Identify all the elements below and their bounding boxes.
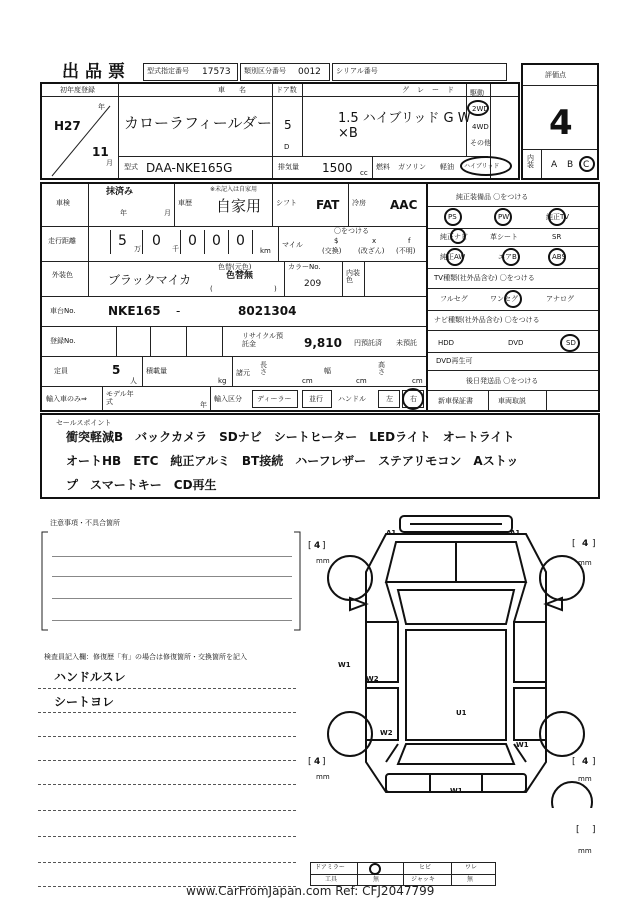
model-cert-box: [143, 63, 238, 81]
parallel-cell: [302, 390, 332, 408]
int-color-label: 内装色: [346, 269, 360, 284]
later-title: 後日発送品 〇をつける: [466, 377, 539, 385]
tread-spare-bracket-r: ]: [592, 825, 596, 835]
td-jack-value: 無: [467, 876, 474, 883]
first-reg-slash: [42, 96, 118, 180]
history-value: 自家用: [216, 197, 262, 215]
class-no-box: [240, 63, 330, 81]
tread-rr-bracket-l: [: [572, 757, 576, 767]
car-name-label: 車名: [218, 86, 260, 94]
th-door-mirror: ドアミラー: [315, 864, 345, 871]
car-damage-diagram: [300, 512, 612, 808]
kg-unit: kg: [218, 377, 227, 385]
equip-abs: ABS: [552, 253, 566, 261]
model-year-label: モデル年式: [106, 390, 134, 407]
form-title: 出品票: [62, 62, 131, 82]
model-label: 型式: [124, 163, 138, 171]
cc-unit: cc: [360, 169, 368, 177]
handle-left: 左: [386, 395, 393, 403]
interior-a: A: [551, 160, 558, 170]
tread-fr-mm: mm: [578, 559, 592, 567]
recycle-label: リサイクル預託金: [242, 332, 284, 349]
score-box: [521, 63, 599, 180]
dims-width-cm: cm: [356, 377, 367, 385]
chassis-prefix: NKE165: [108, 304, 161, 318]
mark-u1: U1: [456, 709, 467, 717]
equip-ps: PS: [448, 213, 457, 221]
person-unit: 人: [130, 377, 137, 385]
tread-rl-bracket-r: ]: [322, 757, 326, 767]
equip-leather: 革シート: [490, 233, 518, 241]
car-name: カローラフィールダー: [124, 114, 272, 132]
equip-pw-circle: [494, 208, 512, 226]
color-label: 外装色: [52, 271, 73, 279]
watermark: www.CarFromJapan.com Ref: CFJ2047799: [186, 884, 435, 898]
spare-wheel: [552, 782, 592, 808]
interior-label: 内装: [527, 154, 534, 169]
interior-c: C: [583, 160, 590, 170]
mark-a1-left: A1: [386, 529, 397, 537]
serial-box: [332, 63, 507, 81]
recycle-unit: 円預託済: [354, 339, 382, 347]
left-cell: [378, 390, 400, 408]
sales-points-label: セールスポイント: [56, 419, 112, 427]
tread-rl-bracket-l: [: [308, 757, 312, 767]
handle-right-circle: [402, 388, 424, 410]
td-tools-value: 無: [373, 876, 380, 883]
sales-point-line-1: 衝突軽減B バックカメラ SDナビ シートヒーター LEDライト オートライト: [66, 430, 515, 444]
equipment-title: 純正装備品 〇をつける: [456, 193, 529, 201]
dealer-cell: [252, 390, 298, 408]
dims-width: 幅: [324, 367, 331, 375]
first-reg-month: 11: [92, 145, 109, 159]
mark-w1-bottom: W1: [450, 787, 463, 795]
capacity-label: 定員: [54, 367, 68, 375]
tread-rl: 4: [314, 757, 321, 767]
meter-note: 〇をつける: [334, 227, 369, 235]
score-label: 評価点: [545, 71, 566, 79]
details-block: [40, 182, 600, 412]
km-unit: km: [260, 247, 271, 255]
chassis-dash: -: [176, 304, 181, 318]
doors-value: 5: [284, 118, 292, 132]
caution-bracket: [40, 528, 302, 634]
inspection-month: 月: [164, 209, 171, 217]
mark-a1-right: A1: [510, 529, 521, 537]
tread-spare-bracket-l: [: [576, 825, 580, 835]
reg-no-label: 登録No.: [50, 337, 76, 345]
handle-label: ハンドル: [338, 395, 366, 403]
equip-abs-circle: [548, 248, 566, 266]
paren-left: (: [210, 285, 213, 293]
recycle-status: 未預託: [396, 339, 417, 347]
equip-aw-circle: [446, 248, 464, 266]
bottom-table: [310, 862, 496, 886]
doors-label: ドア数: [276, 86, 297, 94]
serial-label: シリアル番号: [336, 67, 378, 75]
tv-oneseg: ワンセグ: [490, 295, 518, 303]
dims-height-cm: cm: [412, 377, 423, 385]
mark-w1-left: W1: [338, 661, 351, 669]
note-line-2: シートヨレ: [54, 695, 115, 709]
load-label: 積載量: [146, 367, 167, 375]
inspection-value: 抹済み: [106, 187, 134, 197]
doors-d: D: [284, 143, 290, 151]
caution-label: 注意事項・不具合箇所: [50, 519, 120, 527]
tread-fl: 4: [314, 541, 321, 551]
tread-rr-mm: mm: [578, 775, 592, 783]
score-value: 4: [549, 103, 573, 143]
meter-opt-2: x: [372, 237, 377, 245]
door-mirror-circle: [369, 863, 381, 875]
interior-c-circle: [579, 156, 595, 172]
nav-title: ナビ種類(社外品含む) 〇をつける: [434, 316, 540, 324]
equip-aw: 純正AW: [440, 253, 466, 261]
meter-opt-1: $: [334, 237, 339, 245]
tread-fr: 4: [582, 539, 589, 549]
color-value: ブラックマイカ: [108, 273, 192, 287]
import-type-label: 輸入区分: [214, 395, 242, 403]
tv-analog: アナログ: [546, 295, 574, 303]
mark-w1-right: W1: [516, 741, 529, 749]
car-outline: [350, 516, 562, 792]
tread-rr: 4: [582, 757, 589, 767]
handle-right: 右: [410, 395, 417, 403]
color-no-value: 209: [304, 279, 322, 289]
color-no-label: カラーNo.: [288, 263, 321, 271]
tread-spare-mm: mm: [578, 847, 592, 855]
sales-point-line-2: オートHB ETC 純正アルミ BT接続 ハーフレザー ステアリモコン Aストッ: [66, 454, 519, 468]
mark-w2-upper: W2: [366, 675, 379, 683]
equip-tv-circle: [548, 208, 566, 226]
fuel-gas: ガソリン: [398, 163, 426, 171]
th-break: ワレ: [465, 864, 478, 871]
fuel-diesel: 軽油: [440, 163, 454, 171]
later-manual: 車両取説: [498, 397, 526, 405]
shift-value: FAT: [316, 198, 340, 212]
grade-line1: 1.5 ハイブリッド G W: [338, 111, 471, 126]
class-no-label: 類別区分番号: [244, 67, 286, 75]
unreg-note: ※未記入は自家用: [210, 186, 258, 193]
drive-4wd: 4WD: [472, 123, 489, 131]
tread-rl-mm: mm: [316, 773, 330, 781]
tv-fullseg: フルセグ: [440, 295, 468, 303]
meter-opt-3: f: [408, 237, 411, 245]
equip-navi: 純正ナビ: [440, 233, 468, 241]
equip-tv: 純正TV: [546, 213, 570, 221]
class-no: 0012: [298, 67, 321, 77]
mileage-digit-5: 0: [236, 233, 245, 249]
tv-title: TV種類(社外品含む) 〇をつける: [434, 274, 535, 282]
nav-hdd: HDD: [438, 339, 455, 347]
td-jack-label: ジャッキ: [411, 876, 435, 883]
color-change-value: 色替無: [226, 271, 254, 281]
recycle-amount: 9,810: [304, 336, 342, 350]
tv-oneseg-circle: [504, 290, 522, 308]
inspection-label: 車検: [56, 199, 70, 207]
meter-label: マイル: [282, 241, 303, 249]
ac-value: AAC: [390, 198, 418, 212]
mileage-label: 走行距離: [48, 237, 76, 245]
meter-opt-1-sub: (交換): [322, 247, 342, 255]
tread-fl-mm: mm: [316, 557, 330, 565]
capacity-value: 5: [112, 363, 121, 377]
dims-length: 長さ: [260, 361, 267, 376]
nav-dvd: DVD: [508, 339, 524, 347]
paren-right: ): [274, 285, 277, 293]
th-crack: ヒビ: [419, 864, 432, 871]
drive-label: 駆動: [470, 89, 484, 97]
equip-airbag-circle: [502, 248, 520, 266]
dvd-label: DVD再生可: [436, 357, 473, 365]
model-value: DAA-NKE165G: [146, 161, 233, 175]
chassis-no: 8021304: [238, 304, 297, 318]
later-warranty: 新車保証書: [438, 397, 473, 405]
dims-height: 高さ: [378, 361, 385, 376]
tread-fl-bracket-l: [: [308, 541, 312, 551]
inspection-year: 年: [120, 209, 127, 217]
inspector-label: 検査員記入欄：修復歴「有」の場合は修復箇所・交換箇所を記入: [44, 653, 247, 661]
td-tools-label: 工具: [325, 876, 338, 883]
tread-rr-bracket-r: ]: [592, 757, 596, 767]
tread-fr-bracket-l: [: [572, 539, 576, 549]
chassis-label: 車台No.: [50, 307, 76, 315]
drive-other: その他: [470, 139, 491, 147]
shift-label: シフト: [276, 199, 297, 207]
ac-label: 冷房: [352, 199, 366, 207]
nav-sd: SD: [566, 339, 576, 347]
meter-opt-3-sub: (不明): [396, 247, 416, 255]
fuel-hybrid: ハイブリッド: [464, 163, 500, 170]
equip-navi-circle: [450, 228, 466, 244]
fuel-label: 燃料: [376, 163, 390, 171]
dims-label: 諸元: [236, 369, 250, 377]
month-suffix: 月: [106, 159, 113, 167]
equip-ps-circle: [444, 208, 462, 226]
sales-points-block: [40, 413, 600, 499]
mileage-digit-2: 0: [152, 233, 161, 249]
mark-w2-lower: W2: [380, 729, 393, 737]
man-unit: 万: [134, 245, 141, 253]
first-reg-year: H27: [54, 119, 81, 133]
grade-line2: ×B: [338, 126, 358, 141]
tread-fr-bracket-r: ]: [592, 539, 596, 549]
model-cert-no: 17573: [202, 67, 231, 77]
grade-label: グレード: [402, 86, 462, 94]
mileage-digit-4: 0: [212, 233, 221, 249]
dealer-option: ディーラー: [257, 395, 292, 403]
history-label: 車歴: [178, 199, 192, 207]
year-suffix: 年: [98, 103, 105, 111]
tread-fl-bracket-r: ]: [322, 541, 326, 551]
equip-sr: SR: [552, 233, 562, 241]
drive-2wd: 2WD: [472, 105, 489, 113]
meter-opt-2-sub: (改ざん): [358, 247, 385, 255]
mileage-digit-3: 0: [188, 233, 197, 249]
sales-point-line-3: プ スマートキー CD再生: [66, 478, 217, 492]
model-cert-label: 型式指定番号: [147, 67, 189, 75]
parallel-option: 並行: [309, 395, 323, 403]
import-label: 輸入車のみ⇒: [46, 395, 87, 403]
equip-airbag: エアB: [498, 253, 517, 261]
first-reg-label: 初年度登録: [60, 86, 95, 94]
vehicle-info-block: [40, 82, 520, 180]
equip-pw: PW: [498, 213, 510, 221]
displacement-value: 1500: [322, 161, 353, 175]
displacement-label: 排気量: [278, 163, 299, 171]
model-year-nen: 年: [200, 401, 207, 409]
interior-b: B: [567, 160, 574, 170]
drive-2wd-circle: [467, 100, 489, 116]
note-line-1: ハンドルスレ: [54, 670, 126, 684]
sen-unit: 千: [172, 245, 179, 253]
fuel-hybrid-circle: [460, 156, 512, 176]
dims-length-cm: cm: [302, 377, 313, 385]
mileage-digit-1: 5: [118, 233, 127, 249]
color-change-label: 色替(元色): [218, 263, 252, 271]
nav-sd-circle: [560, 334, 580, 352]
